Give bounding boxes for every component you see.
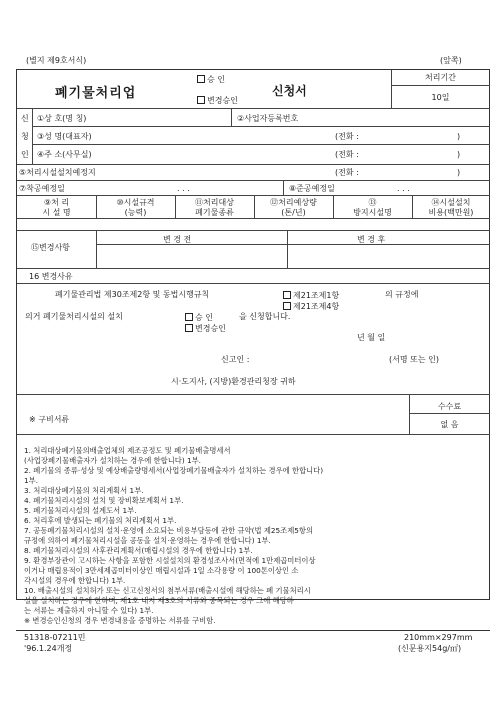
start-date-label: ⑦착공예정일	[19, 184, 65, 193]
facility-col-4-a: ⑫처리예상량	[270, 198, 317, 207]
doc-line: 9. 환경부장관이 고시하는 사항을 포함한 시설설치의 환경성조사서(면적에 1만제곱미터이상	[24, 556, 316, 565]
apply-text: 을 신청합니다.	[239, 312, 291, 321]
rule-21-1-option[interactable]: 제21조제1항	[283, 291, 339, 300]
approval-checkbox[interactable]	[197, 75, 205, 83]
form-number: (별지 제9호서식)	[26, 56, 87, 65]
processing-period-label: 처리기간	[425, 73, 456, 82]
form-title-suffix: 신청서	[272, 84, 307, 98]
business-number-label: ②사업자등록번호	[237, 114, 299, 123]
required-docs-label: ※ 구비서류	[29, 415, 70, 424]
facility-col-6-b: 비용(백만원)	[428, 208, 474, 217]
revision-date: '96.1.24개정	[24, 644, 73, 653]
finish-date-label: ⑧준공예정일	[289, 184, 335, 193]
approval-option[interactable]: 승 인	[197, 75, 225, 84]
doc-line: 8. 폐기물처리시설의 사후관리계획서(매립시설의 경우에 한합니다) 1부.	[24, 546, 253, 555]
start-date-dots: . . .	[177, 184, 190, 193]
rep-phone-close: )	[457, 132, 461, 141]
change-after-header: 변 경 후	[357, 235, 386, 244]
body-approval-option[interactable]: 승 인	[185, 313, 213, 322]
body-line-2: 의거 폐기물처리시설의 설치	[25, 312, 123, 321]
form-code: 51318-07211민	[24, 633, 86, 642]
facility-col-3-b: 폐기물종류	[195, 208, 234, 217]
doc-line: 7. 공동폐기물처리시설의 설치·운영에 소요되는 비용부담등에 관한 규약(법 제25조제5항의	[24, 526, 313, 535]
facility-phone-close: )	[457, 168, 461, 177]
doc-line: 는 서류는 제출하지 아니할 수 있다) 1부.	[24, 606, 154, 615]
body-change-approval-checkbox[interactable]	[185, 324, 193, 332]
doc-line: 5. 폐기물처리시설의 설계도서 1부.	[24, 506, 137, 515]
facility-col-5-b: 방지시설명	[353, 208, 392, 217]
applicant-signature-label: 신고인 :	[221, 355, 250, 364]
signature-note: (서명 또는 인)	[389, 355, 439, 364]
finish-date-dots: . . .	[397, 184, 410, 193]
applicant-side-3: 인	[21, 150, 29, 159]
page-side: (앞쪽)	[440, 56, 462, 65]
rule-21-1-checkbox[interactable]	[283, 291, 291, 299]
fee-label: 수수료	[437, 402, 462, 411]
facility-col-3-a: ⑪처리대상	[195, 198, 234, 207]
body-line-1: 폐기물관리법 제30조제2항 및 동법시행규칙	[55, 290, 210, 299]
paper-type: (신문용지54g/㎡)	[398, 644, 462, 653]
facility-col-2-a: ⑩시설규격	[116, 198, 155, 207]
address-phone-close: )	[457, 150, 461, 159]
address-phone-label: (전화 :	[335, 150, 359, 159]
facility-col-5-a: ⑬	[368, 198, 377, 207]
facility-col-1-a: ⑨처 리	[43, 198, 70, 207]
facility-col-2-b: (능력)	[124, 208, 147, 217]
doc-line: 10. 배출시설의 설치허가 또는 신고신청서의 첨부서류(배출시설에 해당하는 폐 기물처리시	[24, 586, 311, 595]
address-label: ④주 소(사무실)	[37, 150, 92, 159]
fee-value: 없 음	[440, 420, 459, 429]
paper-size: 210mm×297mm	[404, 633, 473, 642]
doc-line: 규정에 의하여 폐기물처리시설을 공동을 설치·운영하는 경우에 한합니다) 1부.	[24, 536, 271, 545]
doc-line: 1부.	[24, 476, 39, 485]
application-date: 년 월 일	[357, 333, 386, 342]
facility-location-label: ⑤처리시설설치예정지	[19, 168, 96, 177]
doc-line: 4. 폐기물처리시설의 설치 및 장비확보계획서 1부.	[24, 496, 184, 505]
change-approval-checkbox[interactable]	[197, 96, 205, 104]
doc-line: ※ 변경승인신청의 경우 변경내용을 증명하는 서류를 구비함.	[24, 616, 216, 625]
doc-line: 각시설의 경우에 한합니다) 1부.	[24, 576, 126, 585]
rule-21-4-option[interactable]: 제21조제4항	[283, 302, 339, 311]
recipient-line: 시·도지사, (지방)환경관리청장 귀하	[171, 377, 296, 386]
body-change-approval-option[interactable]: 변경승인	[185, 324, 226, 333]
doc-line: (사업장폐기물배출자가 설치하는 경우에 한합니다) 1부.	[24, 456, 202, 465]
processing-period-value: 10일	[431, 93, 450, 102]
doc-line: 1. 처리대상폐기물의배출업체의 제조공정도 및 폐기물배출명세서	[24, 446, 231, 455]
facility-col-4-b: (톤/년)	[281, 208, 306, 217]
doc-line: 이거나 매립용적이 3만세제곱미터이상인 매립시설과 1일 소각용량 이 100톤이상인 소	[24, 566, 299, 575]
form-title: 폐기물처리업	[55, 86, 137, 101]
change-items-label: ⑮변경사항	[31, 243, 70, 252]
doc-line: 6. 처리후에 발생되는 폐기물의 처리계획서 1부.	[24, 516, 177, 525]
doc-line: 설을 설치하는 경우에 한하며, 제1호 내지 제3호의 서류와 중복되는 경우 그에 해당하	[24, 596, 294, 605]
applicant-side-2: 청	[21, 132, 29, 141]
change-approval-option[interactable]: 변경승인	[197, 96, 238, 105]
applicant-side-1: 신	[21, 114, 29, 123]
facility-col-6-a: ⑭시설설치	[431, 198, 471, 207]
doc-line: 2. 폐기물의 종류·성상 및 예상배출량명세서(사업장폐기물배출자가 설치하는 경우에 한합니다)	[24, 466, 324, 475]
change-before-header: 변 경 전	[163, 235, 192, 244]
rep-phone-label: (전화 :	[335, 132, 359, 141]
facility-col-1-b: 시 설 명	[42, 208, 71, 217]
facility-phone-label: (전화 :	[335, 168, 359, 177]
doc-line: 3. 처리대상폐기물의 처리계획서 1부.	[24, 486, 144, 495]
trade-name-label: ①상 호(명 칭)	[37, 114, 87, 123]
rule-21-4-checkbox[interactable]	[283, 302, 291, 310]
representative-label: ③성 명(대표자)	[37, 132, 92, 141]
by-rule-text: 의 규정에	[385, 290, 419, 299]
change-reason-label: 16 변경사유	[29, 272, 73, 281]
body-approval-checkbox[interactable]	[185, 313, 193, 321]
